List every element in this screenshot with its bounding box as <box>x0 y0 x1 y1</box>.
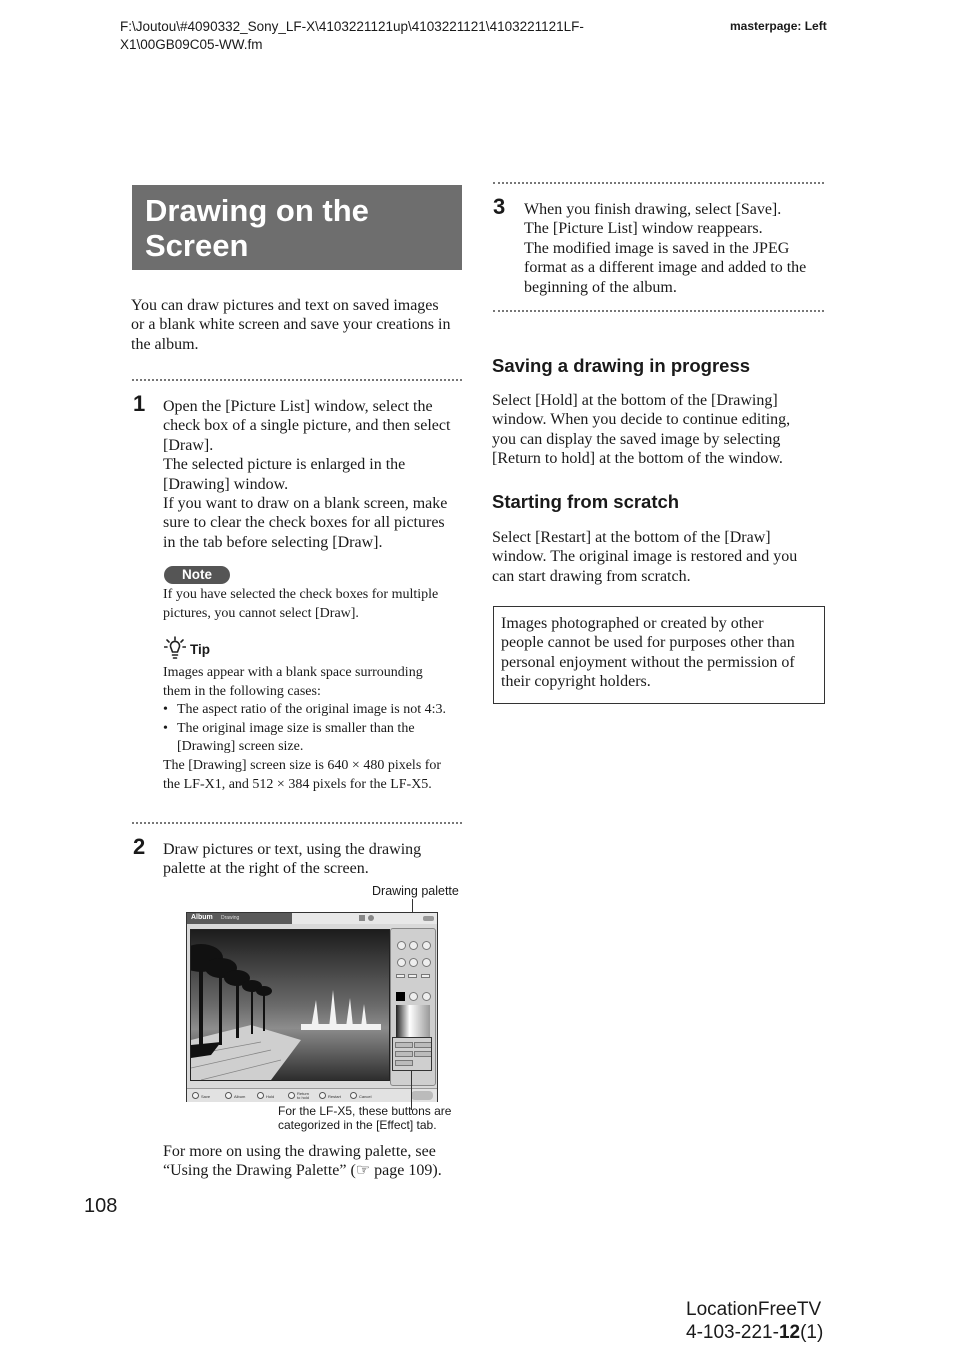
hold-icon[interactable] <box>257 1092 264 1099</box>
intro-line: the album. <box>131 335 199 353</box>
restart-button[interactable]: Restart <box>328 1094 341 1099</box>
return-to-hold-button[interactable]: Return to hold <box>297 1091 310 1100</box>
tip-line: the LF-X1, and 512 × 384 pixels for the LF-X5. <box>163 776 432 792</box>
stamp-icon[interactable] <box>421 974 430 978</box>
callout-lf-x5-buttons <box>278 1104 451 1132</box>
document-code-suffix: (1) <box>800 1322 824 1343</box>
reference-line <box>163 1161 442 1180</box>
document-code-version: 12 <box>778 1322 801 1343</box>
page-title-banner <box>132 185 462 270</box>
dotted-divider <box>493 310 824 312</box>
section-heading-saving: Saving a drawing in progress <box>492 355 751 376</box>
step-line: palette at the right of the screen. <box>163 860 369 878</box>
document-code-prefix: 4-103-221- <box>686 1322 779 1343</box>
step-number: 2 <box>133 834 146 859</box>
file-path-line: X1\00GB09C05-WW.fm <box>120 37 263 52</box>
screenshot-bottom-bar <box>187 1088 437 1102</box>
cancel-button[interactable]: Cancel <box>359 1094 372 1099</box>
reference-page-link[interactable]: page 109). <box>370 1162 442 1180</box>
notice-line: Images photographed or created by other <box>501 615 764 632</box>
screenshot-scroll-button[interactable] <box>411 1091 433 1100</box>
copyright-notice-text <box>501 614 795 692</box>
tip-bullet <box>163 701 446 720</box>
tip-line: • The original image size is smaller than the <box>177 720 415 736</box>
restart-icon[interactable] <box>319 1092 326 1099</box>
hold-button[interactable]: Hold <box>266 1094 275 1099</box>
drawing-window-screenshot <box>186 912 438 1102</box>
page-title-line: Drawing on the <box>145 193 369 228</box>
reference-line: For more on using the drawing palette, see <box>163 1143 436 1160</box>
step-line: in the tab before selecting [Draw]. <box>163 533 383 551</box>
step-line: format as a different image and added to the <box>524 259 807 277</box>
dotted-divider <box>493 182 824 184</box>
tip-line: Images appear with a blank space surrounding <box>163 665 423 680</box>
tip-bullet <box>163 720 446 757</box>
dotted-divider <box>132 822 462 824</box>
callout-drawing-palette: Drawing palette <box>372 884 459 898</box>
step3-text <box>524 200 806 297</box>
section-heading-scratch: Starting from scratch <box>492 491 680 512</box>
save-icon[interactable] <box>192 1092 199 1099</box>
album-button[interactable]: Album <box>234 1094 246 1099</box>
step-number: 3 <box>493 194 506 219</box>
tip-line: • The aspect ratio of the original image is not 4:3. <box>177 702 447 718</box>
document-code <box>686 1321 823 1344</box>
callout-bracket <box>392 1037 432 1071</box>
intro-line: You can draw pictures and text on saved images <box>131 297 439 314</box>
pen-size-icon[interactable] <box>409 941 418 950</box>
color-swatch[interactable] <box>396 992 405 1001</box>
home-icon <box>359 915 365 921</box>
music-icon <box>368 915 374 921</box>
step-line: sure to clear the check boxes for all pictures <box>163 514 445 532</box>
step2-text <box>163 840 421 879</box>
file-path-line: F:\Joutou\#4090332_Sony_LF-X\4103221121up\4103221121\4103221121LF- <box>120 19 584 34</box>
saving-paragraph <box>492 391 790 469</box>
stamp-icon[interactable] <box>408 974 417 978</box>
color-picker[interactable] <box>396 1005 430 1037</box>
screenshot-drawing-label: Drawing <box>221 915 240 921</box>
callout-line: categorized in the [Effect] tab. <box>278 1118 437 1132</box>
notice-line: personal enjoyment without the permission of <box>501 653 795 671</box>
drawing-palette-reference <box>163 1142 442 1181</box>
file-path <box>120 18 584 54</box>
step1-text <box>163 397 450 552</box>
pen-type-icon[interactable] <box>409 958 418 967</box>
step-line: When you finish drawing, select [Save]. <box>524 201 782 218</box>
save-button[interactable]: Save <box>201 1094 211 1099</box>
callout-line: For the LF-X5, these buttons are <box>278 1104 452 1118</box>
pen-size-icon[interactable] <box>422 941 431 950</box>
step-line: [Draw]. <box>163 436 214 454</box>
paragraph-line: window. The original image is restored and you <box>492 548 798 566</box>
step-line: Draw pictures or text, using the drawing <box>163 841 422 858</box>
fill-icon[interactable] <box>409 992 418 1001</box>
intro-paragraph <box>131 296 450 354</box>
screenshot-album-label: Album <box>191 914 213 921</box>
page-title <box>145 193 369 263</box>
album-icon[interactable] <box>225 1092 232 1099</box>
paragraph-line: window. When you decide to continue editing, <box>492 411 791 429</box>
paragraph-line: Select [Hold] at the bottom of the [Drawing] <box>492 392 778 409</box>
step-line: If you want to draw on a blank screen, make <box>163 495 448 513</box>
paragraph-line: [Return to hold] at the bottom of the window. <box>492 450 783 468</box>
pen-size-icon[interactable] <box>397 941 406 950</box>
photo-palm-harbor <box>190 929 390 1081</box>
cancel-icon[interactable] <box>350 1092 357 1099</box>
eraser-icon[interactable] <box>422 958 431 967</box>
note-line: If you have selected the check boxes for multiple <box>163 587 439 602</box>
paragraph-line: Select [Restart] at the bottom of the [Draw] <box>492 529 771 546</box>
copyright-notice-box <box>493 606 825 704</box>
step-line: The [Picture List] window reappears. <box>524 220 763 238</box>
step-line: Open the [Picture List] window, select the <box>163 398 433 415</box>
step-line: [Drawing] window. <box>163 475 289 493</box>
pipette-icon[interactable] <box>422 992 431 1001</box>
step-line: beginning of the album. <box>524 278 677 296</box>
paragraph-line: you can display the saved image by selecting <box>492 430 781 448</box>
step-line: The modified image is saved in the JPEG <box>524 239 790 257</box>
dotted-divider <box>132 379 462 381</box>
intro-line: or a blank white screen and save your creations in <box>131 316 451 334</box>
product-name: LocationFreeTV <box>686 1299 822 1320</box>
note-badge: Note <box>164 566 230 584</box>
lightbulb-icon <box>164 636 186 660</box>
note-line: pictures, you cannot select [Draw]. <box>163 605 359 621</box>
tip-line: them in the following cases: <box>163 683 321 699</box>
notice-line: people cannot be used for purposes other than <box>501 634 795 652</box>
step-line: The selected picture is enlarged in the <box>163 456 406 474</box>
battery-icon <box>423 916 434 921</box>
tip-line: [Drawing] screen size. <box>177 739 304 755</box>
step-number: 1 <box>133 391 146 416</box>
page-number: 108 <box>84 1195 118 1217</box>
reference-text: “Using the Drawing Palette” ( <box>163 1162 356 1180</box>
pointing-hand-icon: ☞ <box>355 1162 371 1180</box>
step-line: check box of a single picture, and then select <box>163 417 451 435</box>
stamp-icon[interactable] <box>396 974 405 978</box>
page-title-line: Screen <box>145 228 249 263</box>
tip-line: The [Drawing] screen size is 640 × 480 pixels for <box>163 757 442 773</box>
note-text <box>163 586 438 623</box>
scratch-paragraph <box>492 528 797 586</box>
notice-line: their copyright holders. <box>501 673 651 691</box>
return-to-hold-icon[interactable] <box>288 1092 295 1099</box>
paragraph-line: can start drawing from scratch. <box>492 567 691 585</box>
product-code <box>686 1298 823 1344</box>
masterpage-label: masterpage: Left <box>730 19 827 33</box>
tip-text <box>163 664 446 794</box>
pen-type-icon[interactable] <box>397 958 406 967</box>
tip-label: Tip <box>190 642 210 657</box>
